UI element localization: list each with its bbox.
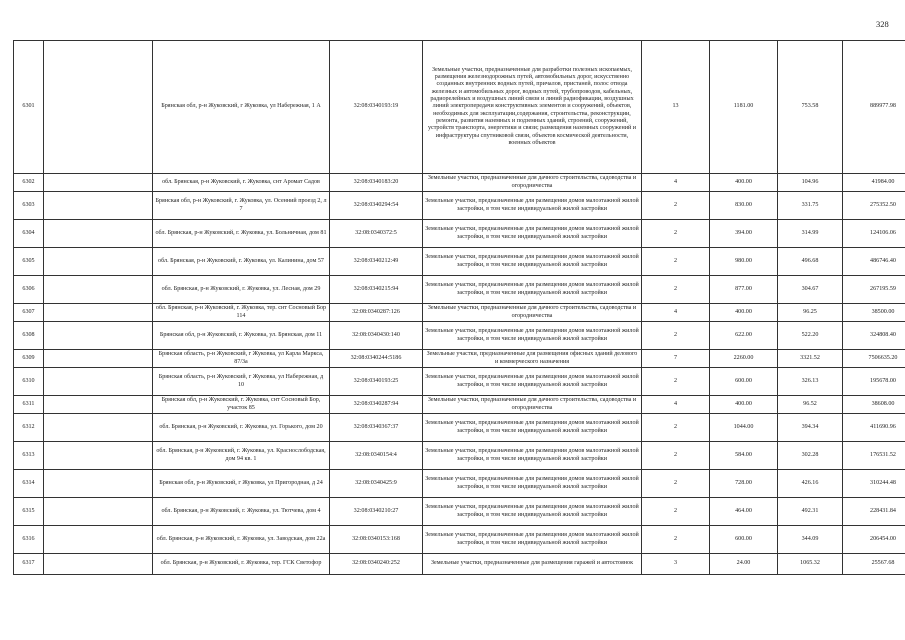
row-number: 6301 [14, 41, 44, 174]
land-use-cell: Земельные участки, предназначенные для размещения домов малоэтажной жилой застройки, в том числе индивидуальной жилой застройки [423, 322, 642, 350]
cadastral-value-cell: 324808.40 [843, 322, 905, 350]
row-number: 6316 [14, 526, 44, 554]
empty-cell [44, 192, 153, 220]
specific-value-cell: 314.99 [778, 220, 843, 248]
specific-value-cell: 344.09 [778, 526, 843, 554]
specific-value-cell: 304.67 [778, 276, 843, 304]
area-cell: 400.00 [710, 174, 778, 192]
cadastral-value-cell: 228431.84 [843, 498, 905, 526]
cadastral-value-cell: 176531.52 [843, 442, 905, 470]
table-row [14, 276, 905, 304]
row-number: 6315 [14, 498, 44, 526]
empty-cell [44, 174, 153, 192]
address-cell: обл. Брянская, р-н Жуковский, г. Жуковка, тер. ГСК Светофор [153, 554, 330, 575]
land-use-cell: Земельные участки, предназначенные для дачного строительства, садоводства и огородничества [423, 396, 642, 414]
use-code-cell: 2 [642, 498, 710, 526]
empty-cell [44, 526, 153, 554]
land-use-cell: Земельные участки, предназначенные для размещения домов малоэтажной жилой застройки, в том числе индивидуальной жилой застройки [423, 276, 642, 304]
area-cell: 400.00 [710, 396, 778, 414]
address-cell: обл. Брянская, р-н Жуковский, г. Жуковка, ул. Калинина, дом 57 [153, 248, 330, 276]
cadastral-number-cell: 32:08:0340193:25 [330, 368, 423, 396]
use-code-cell: 2 [642, 248, 710, 276]
cadastral-value-cell: 25567.68 [843, 554, 905, 575]
empty-cell [44, 276, 153, 304]
area-cell: 600.00 [710, 368, 778, 396]
specific-value-cell: 96.25 [778, 304, 843, 322]
cadastral-value-cell: 411690.96 [843, 414, 905, 442]
row-number: 6314 [14, 470, 44, 498]
address-cell: обл. Брянская, р-н Жуковский, г. Жуковка, тер. снт Сосновый Бор 114 [153, 304, 330, 322]
specific-value-cell: 1065.32 [778, 554, 843, 575]
page-number: 328 [876, 19, 889, 29]
address-cell: Брянская обл, р-н Жуковский, г. Жуковка, снт Сосновый Бор, участок 85 [153, 396, 330, 414]
specific-value-cell: 426.16 [778, 470, 843, 498]
row-number: 6312 [14, 414, 44, 442]
specific-value-cell: 326.13 [778, 368, 843, 396]
cadastral-number-cell: 32:08:0340193:19 [330, 41, 423, 174]
land-use-cell: Земельные участки, предназначенные для разработки полезных ископаемых, размещения железнодорожных путей, автомобильных дорог, искусственно созданных внутренних водных путей, причалов, пристаней, полос отвода железных и автомобильных дорог, водных путей, трубопроводов, кабельных, радиорелейных и воздушных линий связи и линий радиофикации, воздушных линий электропередачи конструктивных элементов и сооружений, объектов, необходимых для эксплуатации,содержания, строительства, реконструкции, ремонта, развития наземных и подземных зданий, строений, сооружений, устройств транспорта, энергетики и связи; размещения наземных сооружений и инфраструктуры спутниковой связи, объектов космической деятельности, военных объектов [423, 41, 642, 174]
specific-value-cell: 302.28 [778, 442, 843, 470]
empty-cell [44, 322, 153, 350]
area-cell: 877.00 [710, 276, 778, 304]
specific-value-cell: 331.75 [778, 192, 843, 220]
use-code-cell: 4 [642, 304, 710, 322]
specific-value-cell: 492.31 [778, 498, 843, 526]
empty-cell [44, 350, 153, 368]
row-number: 6307 [14, 304, 44, 322]
address-cell: обл. Брянская, р-н Жуковский, г. Жуковка, ул. Заводская, дом 22а [153, 526, 330, 554]
empty-cell [44, 414, 153, 442]
use-code-cell: 2 [642, 368, 710, 396]
use-code-cell: 2 [642, 526, 710, 554]
address-cell: обл. Брянская, р-н Жуковский, г. Жуковка, ул. Горького, дом 20 [153, 414, 330, 442]
table-row [14, 498, 905, 526]
area-cell: 622.00 [710, 322, 778, 350]
cadastral-value-cell: 41984.00 [843, 174, 905, 192]
table-row [14, 470, 905, 498]
area-cell: 600.00 [710, 526, 778, 554]
row-number: 6309 [14, 350, 44, 368]
table-row [14, 442, 905, 470]
cadastral-value-cell: 195678.00 [843, 368, 905, 396]
land-use-cell: Земельные участки, предназначенные для размещения домов малоэтажной жилой застройки, в том числе индивидуальной жилой застройки [423, 248, 642, 276]
specific-value-cell: 3321.52 [778, 350, 843, 368]
address-cell: Брянская обл, р-н Жуковский, г Жуковка, ул Набережная, 1 А [153, 41, 330, 174]
land-use-cell: Земельные участки, предназначенные для дачного строительства, садоводства и огородничества [423, 174, 642, 192]
cadastral-number-cell: 32:08:0340212:49 [330, 248, 423, 276]
use-code-cell: 2 [642, 192, 710, 220]
address-cell: обл. Брянская, р-н Жуковский, г. Жуковка, ул. Краснослободская, дом 94 кв. 1 [153, 442, 330, 470]
area-cell: 24.00 [710, 554, 778, 575]
area-cell: 728.00 [710, 470, 778, 498]
specific-value-cell: 522.20 [778, 322, 843, 350]
table-row [14, 350, 905, 368]
cadastral-value-cell: 38608.00 [843, 396, 905, 414]
land-use-cell: Земельные участки, предназначенные для размещения домов малоэтажной жилой застройки, в том числе индивидуальной жилой застройки [423, 220, 642, 248]
land-use-cell: Земельные участки, предназначенные для размещения домов малоэтажной жилой застройки, в том числе индивидуальной жилой застройки [423, 368, 642, 396]
land-use-cell: Земельные участки, предназначенные для размещения домов малоэтажной жилой застройки, в том числе индивидуальной жилой застройки [423, 442, 642, 470]
specific-value-cell: 104.96 [778, 174, 843, 192]
area-cell: 1181.00 [710, 41, 778, 174]
cadastral-number-cell: 32:08:0340183:20 [330, 174, 423, 192]
empty-cell [44, 248, 153, 276]
land-use-cell: Земельные участки, предназначенные для размещения домов малоэтажной жилой застройки, в том числе индивидуальной жилой застройки [423, 470, 642, 498]
area-cell: 830.00 [710, 192, 778, 220]
address-cell: Брянская обл, р-н Жуковский, г Жуковка, ул Пригородная, д 24 [153, 470, 330, 498]
use-code-cell: 2 [642, 220, 710, 248]
use-code-cell: 4 [642, 174, 710, 192]
cadastral-value-cell: 889977.98 [843, 41, 905, 174]
empty-cell [44, 368, 153, 396]
use-code-cell: 2 [642, 442, 710, 470]
row-number: 6317 [14, 554, 44, 575]
cadastral-number-cell: 32:08:0340240:252 [330, 554, 423, 575]
land-use-cell: Земельные участки, предназначенные для размещения офисных зданий делового и коммерческого назначения [423, 350, 642, 368]
cadastral-value-cell: 267195.59 [843, 276, 905, 304]
area-cell: 584.00 [710, 442, 778, 470]
area-cell: 1044.00 [710, 414, 778, 442]
address-cell: Брянская область, р-н Жуковский, г Жуковка, ул Набережная, д 10 [153, 368, 330, 396]
area-cell: 464.00 [710, 498, 778, 526]
specific-value-cell: 394.34 [778, 414, 843, 442]
area-cell: 394.00 [710, 220, 778, 248]
area-cell: 2260.00 [710, 350, 778, 368]
table-row [14, 304, 905, 322]
cadastral-number-cell: 32:08:0340153:168 [330, 526, 423, 554]
address-cell: обл. Брянская, р-н Жуковский, г. Жуковка, ул. Лесная, дом 29 [153, 276, 330, 304]
cadastral-value-cell: 38500.00 [843, 304, 905, 322]
table-row [14, 414, 905, 442]
cadastral-number-cell: 32:08:0340367:37 [330, 414, 423, 442]
empty-cell [44, 220, 153, 248]
use-code-cell: 13 [642, 41, 710, 174]
land-use-cell: Земельные участки, предназначенные для размещения гаражей и автостоянок [423, 554, 642, 575]
cadastral-value-cell: 7506635.20 [843, 350, 905, 368]
specific-value-cell: 753.58 [778, 41, 843, 174]
address-cell: Брянская обл, р-н Жуковский, г. Жуковка, ул. Осенний проезд 2, л 7 [153, 192, 330, 220]
table-row [14, 368, 905, 396]
table-row [14, 248, 905, 276]
table-row [14, 220, 905, 248]
address-cell: Брянская область, р-н Жуковский, г Жуковка, ул Карла Маркса, 87/3а [153, 350, 330, 368]
cadastral-value-cell: 124106.06 [843, 220, 905, 248]
row-number: 6302 [14, 174, 44, 192]
row-number: 6308 [14, 322, 44, 350]
empty-cell [44, 442, 153, 470]
table-row [14, 41, 905, 174]
row-number: 6306 [14, 276, 44, 304]
row-number: 6303 [14, 192, 44, 220]
land-use-cell: Земельные участки, предназначенные для размещения домов малоэтажной жилой застройки, в том числе индивидуальной жилой застройки [423, 414, 642, 442]
empty-cell [44, 554, 153, 575]
cadastral-number-cell: 32:08:0340287:126 [330, 304, 423, 322]
land-use-cell: Земельные участки, предназначенные для размещения домов малоэтажной жилой застройки, в том числе индивидуальной жилой застройки [423, 526, 642, 554]
table-row [14, 174, 905, 192]
address-cell: обл. Брянская, р-н Жуковский, г. Жуковка, снт Аромат Садов [153, 174, 330, 192]
cadastral-value-cell: 275352.50 [843, 192, 905, 220]
row-number: 6305 [14, 248, 44, 276]
cadastral-number-cell: 32:08:0340425:9 [330, 470, 423, 498]
cadastral-value-table [13, 40, 905, 575]
row-number: 6313 [14, 442, 44, 470]
cadastral-value-cell: 486746.40 [843, 248, 905, 276]
cadastral-number-cell: 32:08:0340154:4 [330, 442, 423, 470]
cadastral-value-cell: 310244.48 [843, 470, 905, 498]
cadastral-number-cell: 32:08:0340244:5186 [330, 350, 423, 368]
use-code-cell: 2 [642, 322, 710, 350]
specific-value-cell: 96.52 [778, 396, 843, 414]
cadastral-number-cell: 32:08:0340215:94 [330, 276, 423, 304]
cadastral-value-cell: 206454.00 [843, 526, 905, 554]
table-row [14, 526, 905, 554]
empty-cell [44, 396, 153, 414]
cadastral-number-cell: 32:08:0340430:140 [330, 322, 423, 350]
address-cell: обл. Брянская, р-н Жуковский, г. Жуковка, ул. Тютчева, дом 4 [153, 498, 330, 526]
area-cell: 400.00 [710, 304, 778, 322]
cadastral-number-cell: 32:08:0340287:94 [330, 396, 423, 414]
land-use-cell: Земельные участки, предназначенные для размещения домов малоэтажной жилой застройки, в том числе индивидуальной жилой застройки [423, 192, 642, 220]
use-code-cell: 3 [642, 554, 710, 575]
table-row [14, 396, 905, 414]
specific-value-cell: 496.68 [778, 248, 843, 276]
use-code-cell: 2 [642, 470, 710, 498]
use-code-cell: 4 [642, 396, 710, 414]
land-use-cell: Земельные участки, предназначенные для размещения домов малоэтажной жилой застройки, в том числе индивидуальной жилой застройки [423, 498, 642, 526]
cadastral-number-cell: 32:08:0340294:54 [330, 192, 423, 220]
use-code-cell: 7 [642, 350, 710, 368]
address-cell: Брянская обл, р-н Жуковский, г. Жуковка, ул. Брянская, дом 11 [153, 322, 330, 350]
empty-cell [44, 304, 153, 322]
table-row [14, 192, 905, 220]
table-row [14, 554, 905, 575]
area-cell: 980.00 [710, 248, 778, 276]
use-code-cell: 2 [642, 414, 710, 442]
address-cell: обл. Брянская, р-н Жуковский, г. Жуковка, ул. Больничная, дом 81 [153, 220, 330, 248]
row-number: 6304 [14, 220, 44, 248]
cadastral-number-cell: 32:08:0340210:27 [330, 498, 423, 526]
land-use-cell: Земельные участки, предназначенные для дачного строительства, садоводства и огородничества [423, 304, 642, 322]
empty-cell [44, 41, 153, 174]
cadastral-number-cell: 32:08:0340372:5 [330, 220, 423, 248]
use-code-cell: 2 [642, 276, 710, 304]
row-number: 6310 [14, 368, 44, 396]
empty-cell [44, 498, 153, 526]
empty-cell [44, 470, 153, 498]
row-number: 6311 [14, 396, 44, 414]
table-row [14, 322, 905, 350]
